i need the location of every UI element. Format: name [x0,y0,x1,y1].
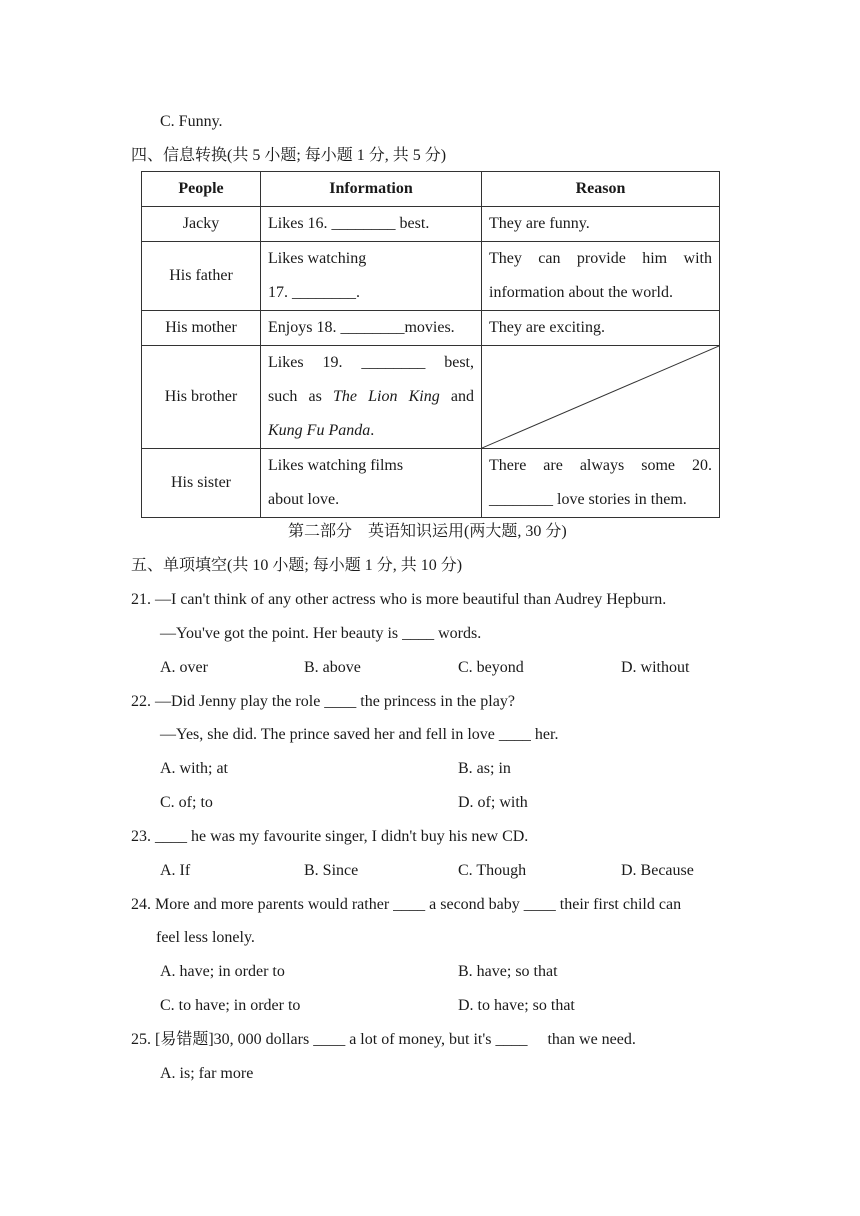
movie-title-kung-fu-panda: Kung Fu Panda [268,422,371,439]
reason-line: ________ love stories in them. [489,491,687,508]
table-row [142,311,720,346]
question-21-stem: 21. —I can't think of any other actress who is more beautiful than Audrey Hepburn. [131,591,667,608]
question-23-stem: 23. ____ he was my favourite singer, I didn't buy his new CD. [131,828,529,845]
table-row [142,242,720,311]
part2-title: 第二部分 英语知识运用(两大题, 30 分) [288,523,567,540]
q22-option-d: D. of; with [458,794,528,811]
reason-cell [482,449,720,518]
reason-cell: They are exciting. [482,311,720,346]
q21-option-d: D. without [621,659,690,676]
info-cell [261,449,482,518]
question-21-stem2: —You've got the point. Her beauty is ____ words. [160,625,482,642]
q24-option-c: C. to have; in order to [160,997,301,1014]
q24-option-b: B. have; so that [458,963,558,980]
section4-title: 四、信息转换(共 5 小题; 每小题 1 分, 共 5 分) [131,147,447,164]
question-22-stem2: —Yes, she did. The prince saved her and fell in love ____ her. [160,726,559,743]
info-transfer-table [141,171,720,518]
q23-option-c: C. Though [458,862,527,879]
person-cell: His mother [142,311,261,346]
q22-option-a: A. with; at [160,760,228,777]
info-line: about love. [268,491,340,508]
question-25-stem: 25. [易错题]30, 000 dollars ____ a lot of money, but it's ____ than we need. [131,1031,636,1048]
q21-option-a: A. over [160,659,208,676]
person-cell: His father [142,242,261,311]
person-cell: Jacky [142,207,261,242]
q24-option-a: A. have; in order to [160,963,285,980]
header-reason: Reason [482,172,720,207]
q24-option-d: D. to have; so that [458,997,575,1014]
info-line: Likes 19. ________ best, [268,354,474,371]
info-line [268,414,474,448]
info-line: Likes watching films [268,457,404,474]
q23-option-a: A. If [160,862,191,879]
q22-option-b: B. as; in [458,760,511,777]
question-24-stem: 24. More and more parents would rather ____ a second baby ____ their first child can [131,896,682,913]
table-row [142,207,720,242]
q22-option-c: C. of; to [160,794,213,811]
person-cell: His sister [142,449,261,518]
header-people: People [142,172,261,207]
q21-option-b: B. above [304,659,361,676]
info-cell [261,242,482,311]
diagonal-empty-cell [482,346,720,449]
q23-option-d: D. Because [621,862,694,879]
question-24-stem2: feel less lonely. [156,929,255,946]
info-line: 17. ________. [268,284,360,301]
reason-cell: They are funny. [482,207,720,242]
q25-option-a: A. is; far more [160,1065,254,1082]
q20-option-c: C. Funny. [160,113,223,130]
question-22-stem: 22. —Did Jenny play the role ____ the princess in the play? [131,693,515,710]
info-text: and [450,388,475,405]
table-row [142,449,720,518]
q21-option-c: C. beyond [458,659,524,676]
info-text: . [370,422,375,439]
diagonal-line [482,346,719,448]
reason-line: information about the world. [489,284,673,301]
info-line: Likes watching [268,250,367,267]
table-row [142,346,720,449]
table-header-row [142,172,720,207]
info-cell: Enjoys 18. ________movies. [261,311,482,346]
info-line [268,380,474,414]
info-cell: Likes 16. ________ best. [261,207,482,242]
info-text: such as [268,388,322,405]
reason-cell [482,242,720,311]
reason-line: There are always some 20. [489,457,712,474]
reason-line: They can provide him with [489,250,712,267]
movie-title-lion-king: The Lion King [332,388,440,405]
person-cell: His brother [142,346,261,449]
q23-option-b: B. Since [304,862,359,879]
info-cell [261,346,482,449]
header-information: Information [261,172,482,207]
section5-title: 五、单项填空(共 10 小题; 每小题 1 分, 共 10 分) [131,557,463,574]
